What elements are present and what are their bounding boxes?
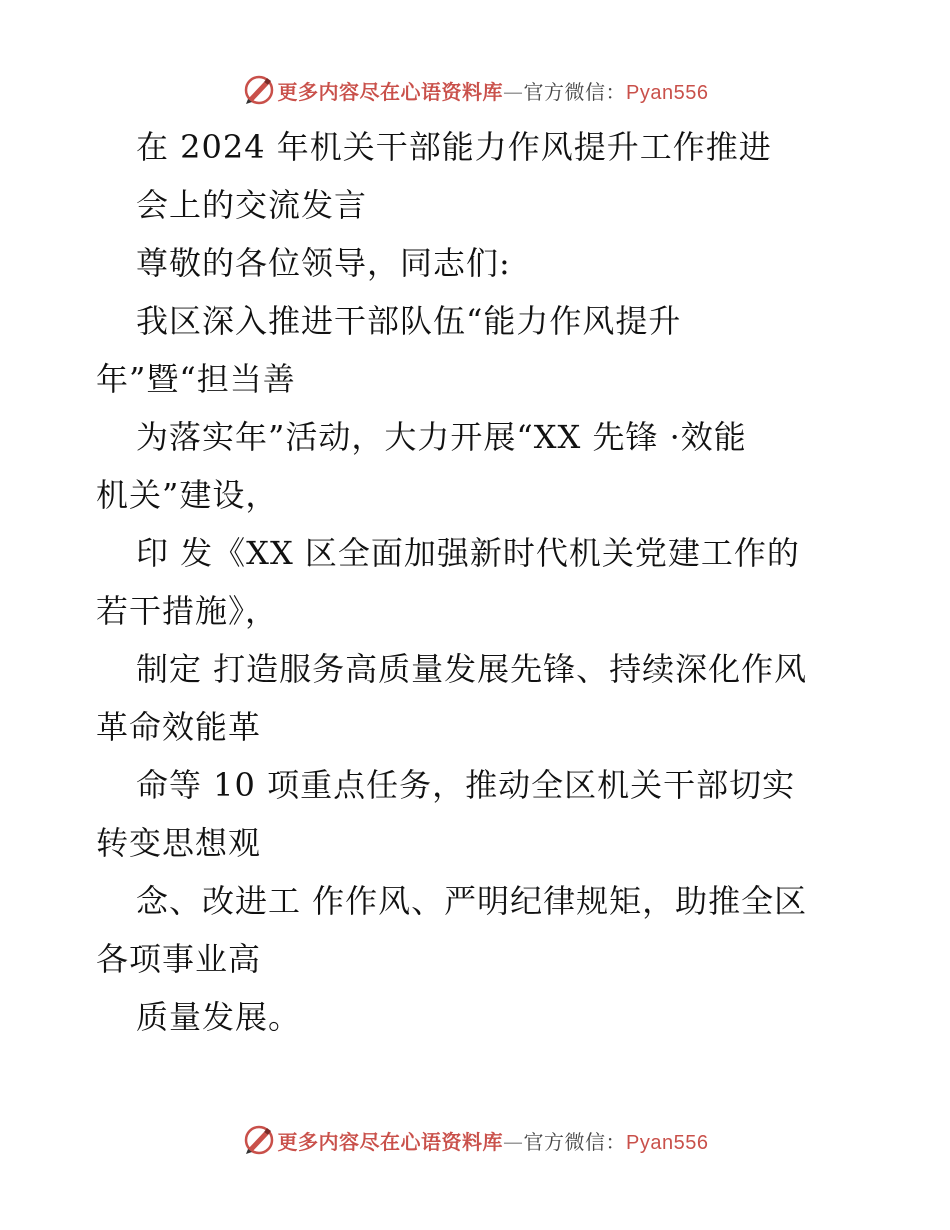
salutation: 尊敬的各位领导，同志们:	[136, 244, 511, 282]
document-body	[96, 118, 846, 1046]
paragraph-line: 各项事业高	[96, 940, 262, 978]
paragraph-line: 转变思想观	[96, 824, 262, 862]
watermark-separator: —	[503, 1129, 524, 1154]
watermark-brand: 更多内容尽在心语资料库	[277, 1129, 504, 1154]
watermark-separator: —	[503, 79, 524, 104]
paragraph-line: 制定 打造服务高质量发展先锋、持续深化作风	[136, 650, 808, 688]
watermark-text	[278, 76, 709, 105]
pen-circle-logo-icon	[242, 73, 276, 107]
header-watermark	[0, 68, 950, 112]
watermark-wechat-label: 官方微信：	[523, 1129, 627, 1154]
pen-circle-logo-icon	[242, 1123, 276, 1157]
watermark-wechat-label: 官方微信：	[523, 79, 627, 104]
paragraph-line: 念、改进工 作作风、严明纪律规矩，助推全区	[136, 882, 808, 920]
paragraph-line: 命等 10 项重点任务，推动全区机关干部切实	[136, 766, 796, 804]
document-title-line-1: 在 2024 年机关干部能力作风提升工作推进	[136, 128, 772, 166]
watermark-text	[278, 1126, 709, 1155]
paragraph-line: 若干措施》，	[96, 592, 279, 630]
paragraph-line: 质量发展。	[136, 998, 302, 1036]
document-title-line-2: 会上的交流发言	[136, 186, 368, 224]
watermark-brand: 更多内容尽在心语资料库	[277, 79, 504, 104]
paragraph-line: 印 发《XX 区全面加强新时代机关党建工作的	[136, 534, 800, 572]
paragraph-line: 革命效能革	[96, 708, 262, 746]
watermark-wechat-id: Pyan556	[626, 81, 709, 104]
watermark-wechat-id: Pyan556	[626, 1131, 709, 1154]
footer-watermark	[0, 1118, 950, 1162]
paragraph-line: 我区深入推进干部队伍“能力作风提升	[136, 302, 682, 340]
paragraph-line: 年”暨“担当善	[96, 360, 296, 398]
paragraph-line: 机关”建设，	[96, 476, 279, 514]
paragraph-line: 为落实年”活动，大力开展“XX 先锋 ·效能	[136, 418, 747, 456]
